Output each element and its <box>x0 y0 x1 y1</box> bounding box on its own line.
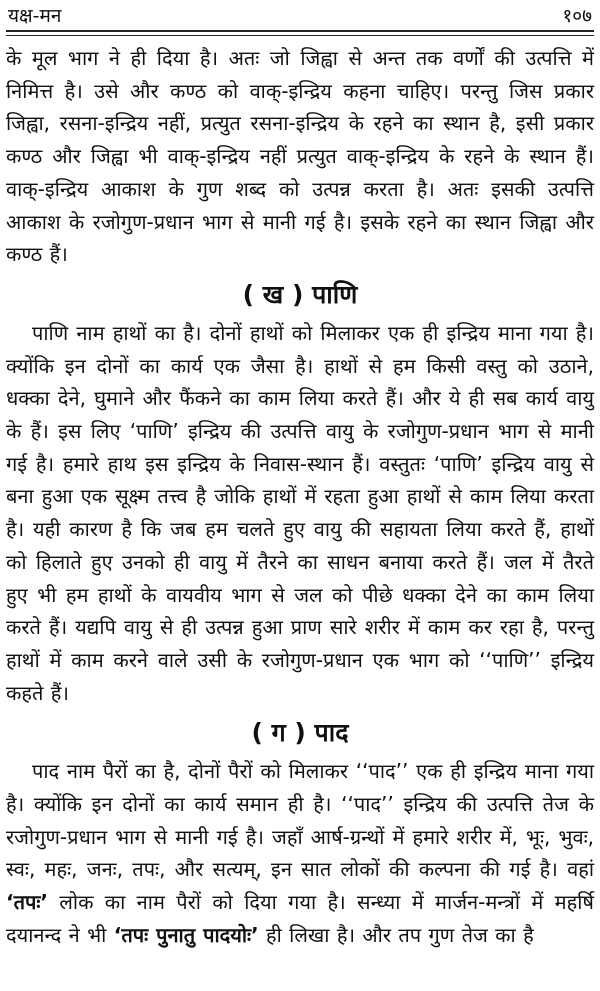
paragraph-pani: पाणि नाम हाथों का है। दोनों हाथों को मिलाकर एक ही इन्द्रिय माना गया है। क्योंकि इन दोनों का कार्य एक जैसा है। हाथों से हम किसी वस्तु को उठाने, धक्का देने, घुमाने और फैंकने का काम लिया करते हैं। और ये ही सब कार्य वायु के हैं। इस लिए ‘पाणि’ इन्द्रिय की उत्पत्ति वायु के रजोगुण-प्रधान भाग से मानी गई है। हमारे हाथ इस इन्द्रिय के निवास-स्थान हैं। वस्तुतः ‘पाणि’ इन्द्रिय वायु से बना हुआ एक सूक्ष्म तत्त्व है जोकि हाथों में रहता हुआ हाथों से काम लिया करता है। यही कारण है कि जब हम चलते हुए वायु की सहायता लिया करते हैं, हाथों को हिलाते हुए उनको ही वायु में तैरने का साधन बनाया करते हैं। जल में तैरते हुए भी हम हाथों के वायवीय भाग से जल को पीछे धक्का देने का काम लिया करते हैं। यद्यपि वायु से ही उत्पन्न हुआ प्राण सारे शरीर में काम कर रहा है, परन्तु हाथों में काम करने वाले उसी के रजोगुण-प्रधान एक भाग को ‘‘पाणि’’ इन्द्रिय कहते हैं। <box>6 320 594 705</box>
running-title: यक्ष-मन <box>8 5 62 27</box>
bold-quote-mantra: ‘तपः पुनातु पादयोः’ <box>113 922 259 947</box>
section-heading-pani: ( ख ) पाणि <box>242 279 358 309</box>
page-number: १०७ <box>562 5 592 27</box>
bold-term-tapah: ‘तपः’ <box>6 890 48 915</box>
paragraph-pad-text-3: ही लिखा है। और तप गुण तेज का है <box>258 922 534 947</box>
page-header <box>6 0 594 28</box>
paragraph-pad-text-2: लोक का नाम पैरों को दिया गया है। सन्ध्या में मार्जन-मन्त्रों में महर्षि दयानन्द ने भी <box>6 890 594 947</box>
paragraph-pad <box>6 755 594 951</box>
paragraph-pad-text-1: पाद नाम पैरों का है, दोनों पैरों को मिलाकर ‘‘पाद’’ एक ही इन्द्रिय माना गया है। क्योंकि इन दोनों का कार्य समान ही है। ‘‘पाद’’ इन्द्रिय की उत्पत्ति तेज के रजोगुण-प्रधान भाग से मानी गई है। जहाँ आर्ष-ग्रन्थों में हमारे शरीर में, भूः, भुवः, स्वः, महः, जनः, तपः, और सत्यम्, इन सात लोकों की कल्पना की गई है। वहां <box>6 759 594 882</box>
header-rule <box>6 30 594 36</box>
section-heading-pad: ( ग ) पाद <box>251 718 349 748</box>
paragraph-vak-indriya: के मूल भाग ने ही दिया है। अतः जो जिह्वा से अन्त तक वर्णों की उत्पत्ति में निमित्त है। उसे और कण्ठ को वाक्-इन्द्रिय कहना चाहिए। परन्तु जिस प्रकार जिह्वा, रसना-इन्द्रिय नहीं, प्रत्युत रसना-इन्द्रिय के रहने का स्थान है, इसी प्रकार कण्ठ और जिह्वा भी वाक्-इन्द्रिय नहीं प्रत्युत वाक्-इन्द्रिय के रहने के स्थान हैं। वाक्-इन्द्रिय आकाश के गुण शब्द को उत्पन्न करता है। अतः इसकी उत्पत्ति आकाश के रजोगुण-प्रधान भाग से मानी गई है। इसके रहने का स्थान जिह्वा और कण्ठ हैं। <box>6 46 594 267</box>
